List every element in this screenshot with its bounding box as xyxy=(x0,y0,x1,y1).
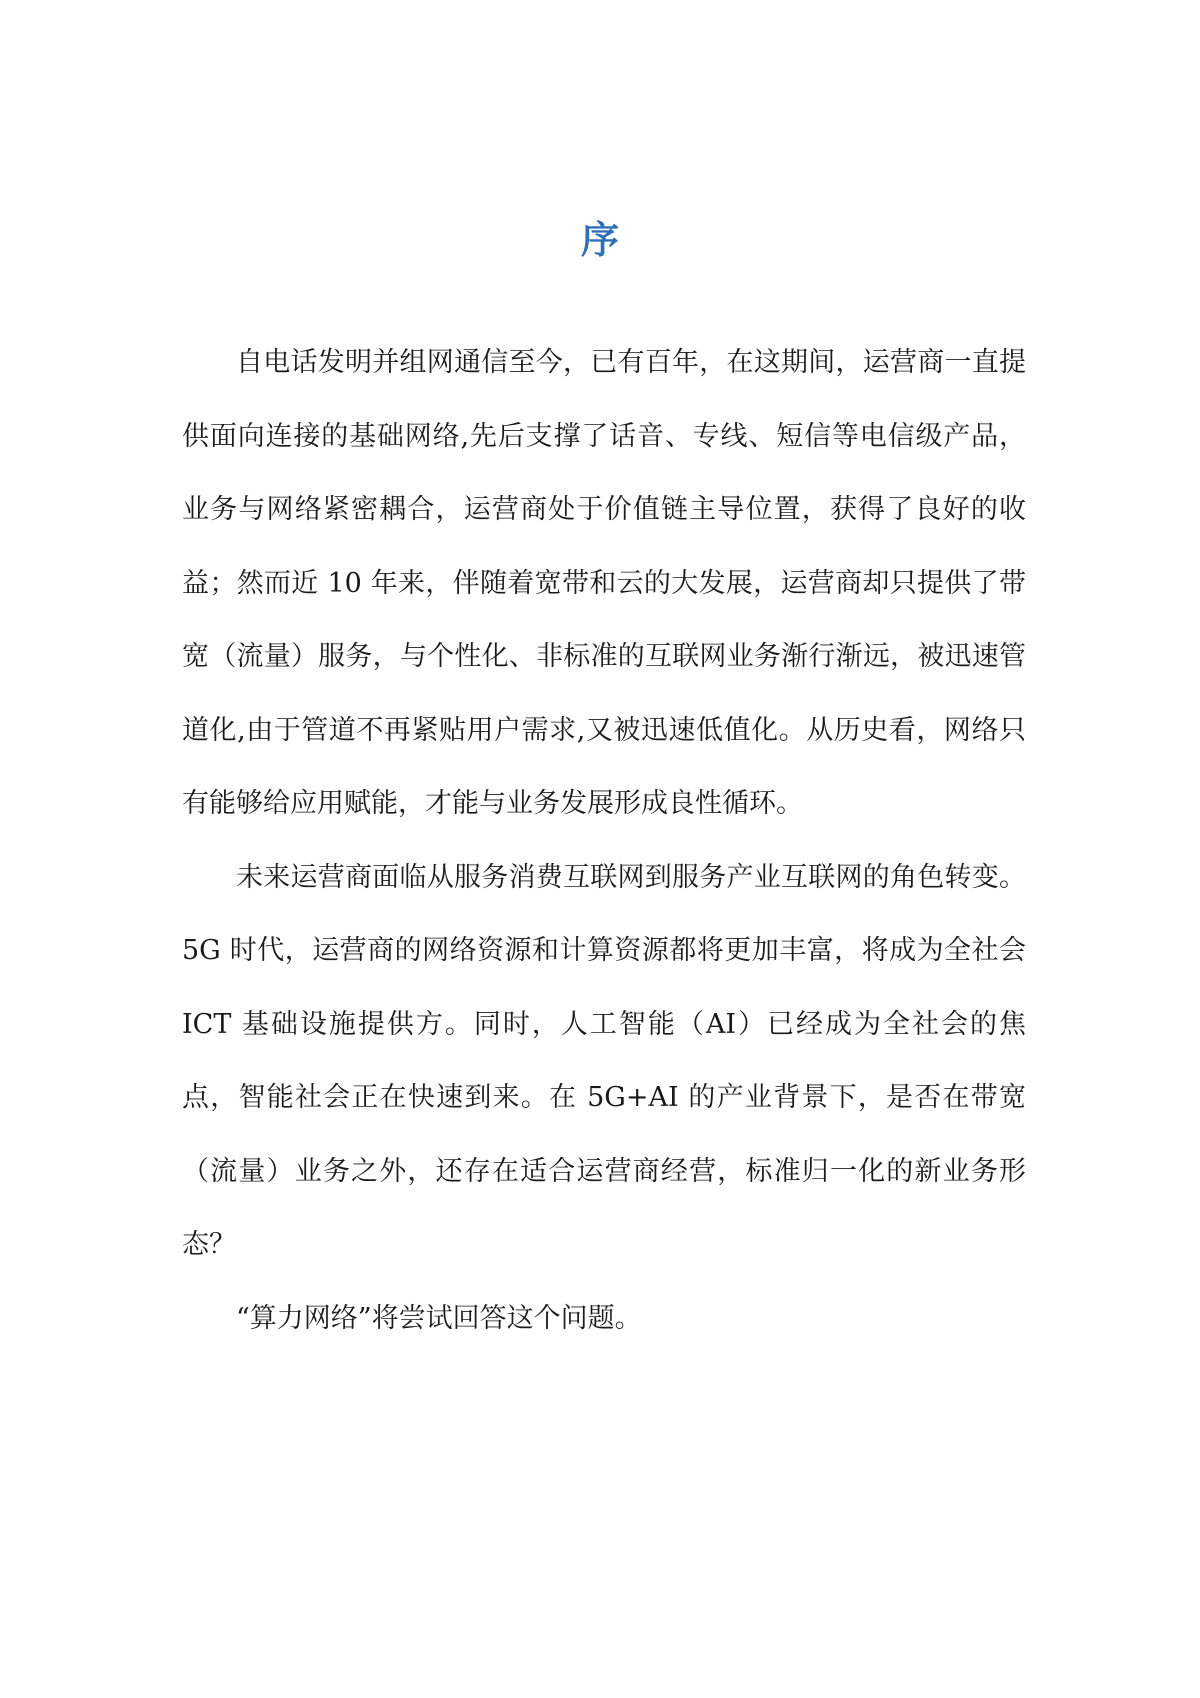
section-title: 序 xyxy=(580,218,619,262)
paragraph-2: 未来运营商面临从服务消费互联网到服务产业互联网的角色转变。5G 时代，运营商的网络资源和计算资源都将更加丰富，将成为全社会 ICT 基础设施提供方。同时，人工智能（AI）已经成为全社会的焦点，智能社会正在快速到来。在 5G+AI 的产业背景下，是否在带宽（流量）业务之外，还存在适合运营商经营，标准归一化的新业务形态？ xyxy=(182,861,1026,1260)
body-text xyxy=(182,326,1026,1355)
paragraph-1: 自电话发明并组网通信至今，已有百年，在这期间，运营商一直提供面向连接的基础网络,先后支撑了话音、专线、短信等电信级产品，业务与网络紧密耦合，运营商处于价值链主导位置，获得了良好的收益；然而近 10 年来，伴随着宽带和云的大发展，运营商却只提供了带宽（流量）服务，与个性化、非标准的互联网业务渐行渐远，被迅速管道化,由于管道不再紧贴用户需求,又被迅速低值化。从历史看，网络只有能够给应用赋能，才能与业务发展形成良性循环。 xyxy=(182,347,1026,819)
paragraph-3: “算力网络”将尝试回答这个问题。 xyxy=(236,1302,642,1334)
